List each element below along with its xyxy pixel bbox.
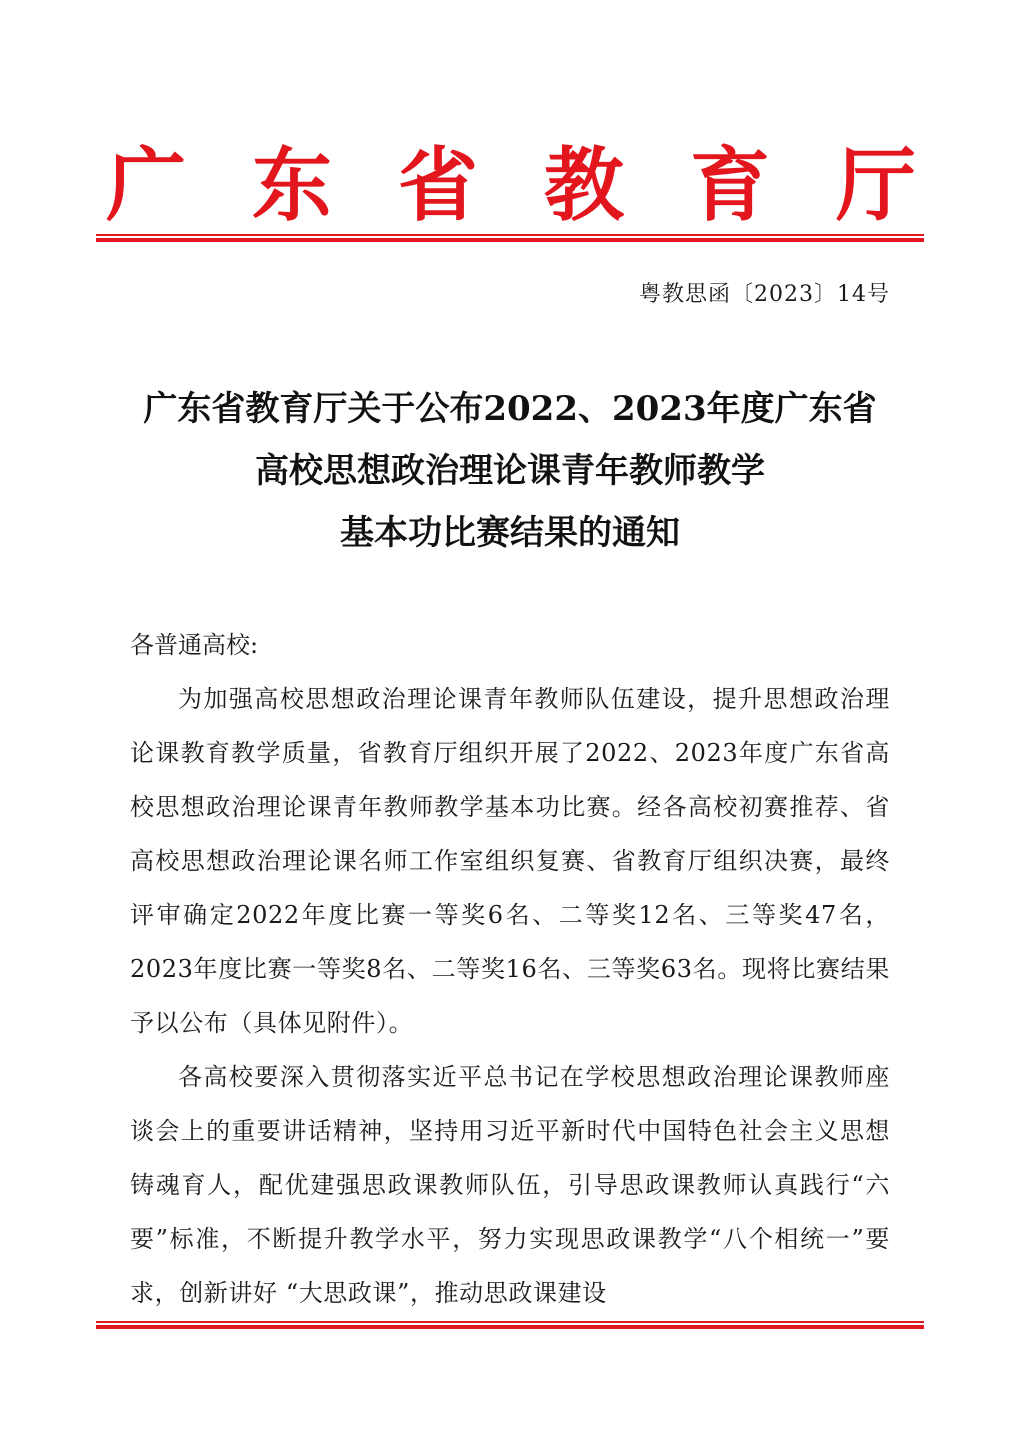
header-char: 育 (690, 138, 770, 232)
title-line-1: 广东省教育厅关于公布2022、2023年度广东省 (143, 389, 877, 429)
footer-divider-thin (96, 1321, 924, 1323)
header-char: 东 (252, 138, 332, 232)
document-number: 粤教思函〔2023〕14号 (639, 282, 890, 307)
salutation: 各普通高校: (130, 631, 259, 659)
footer-divider-thick (96, 1325, 924, 1329)
title-line-2: 高校思想政治理论课青年教师教学 (255, 451, 765, 491)
header-char: 教 (544, 138, 624, 232)
header-divider-thin (96, 234, 924, 236)
header-char: 省 (398, 138, 478, 232)
header-divider-thick (96, 238, 924, 242)
header-char: 广 (106, 138, 186, 232)
body-paragraph-1: 为加强高校思想政治理论课青年教师队伍建设，提升思想政治理论课教育教学质量，省教育厅组织开展了2022、2023年度广东省高校思想政治理论课青年教师教学基本功比赛。经各高校初赛推荐、省高校思想政治理论课名师工作室组织复赛、省教育厅组织决赛，最终评审确定2022年度比赛一等奖6名、二等奖12名、三等奖47名，2023年度比赛一等奖8名、二等奖16名、三等奖63名。现将比赛结果予以公布（具体见附件）。 (130, 685, 890, 1037)
title-line-3: 基本功比赛结果的通知 (340, 513, 680, 553)
issuing-authority-header (96, 138, 926, 233)
body-paragraph-2: 各高校要深入贯彻落实近平总书记在学校思想政治理论课教师座谈会上的重要讲话精神，坚持用习近平新时代中国特色社会主义思想铸魂育人，配优建强思政课教师队伍，引导思政课教师认真践行“六要”标准，不断提升教学水平，努力实现思政课教学“八个相统一”要求，创新讲好 “大思政课”，推动思政课建设 (130, 1063, 890, 1307)
document-body (130, 618, 890, 1320)
document-title (96, 378, 924, 564)
header-char: 厅 (836, 138, 916, 232)
